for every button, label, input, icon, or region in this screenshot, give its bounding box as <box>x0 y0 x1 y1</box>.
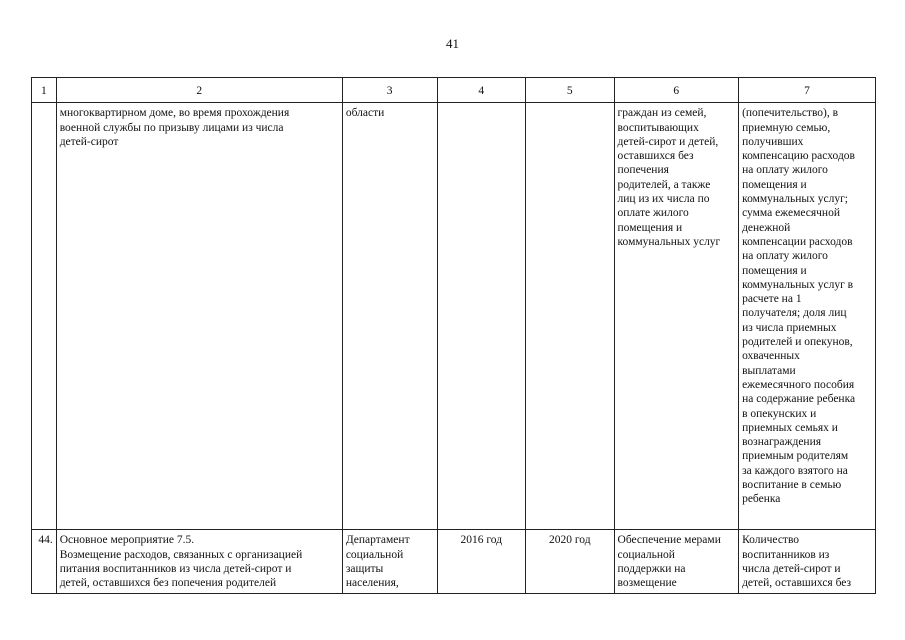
header-cell-1: 1 <box>32 78 57 103</box>
text-line: коммунальных услуг в <box>742 278 854 291</box>
text-line: Обеспечение мерами <box>617 534 721 547</box>
text-line: родителей и опекунов, <box>742 336 853 349</box>
header-cell-5: 5 <box>526 78 615 103</box>
column-number-row <box>32 78 876 103</box>
text-line: помещения и <box>617 221 683 234</box>
header-cell-7: 7 <box>739 78 876 103</box>
text-line: воспитание в семью <box>742 479 842 492</box>
text-line: охваченных <box>742 350 800 363</box>
table-row <box>32 103 876 530</box>
text-line: приемным родителям <box>742 450 849 463</box>
text-line: в опекунских и <box>742 407 817 420</box>
text-line: детей-сирот <box>59 135 119 148</box>
text-line: ребенка <box>742 493 781 506</box>
text-line: помещения и <box>742 178 807 191</box>
text-line: денежной <box>742 221 791 234</box>
text-line: на содержание ребенка <box>742 393 856 406</box>
start-date-cell <box>437 103 526 530</box>
text-line: детей-сирот и детей, <box>617 135 719 148</box>
executor-cell <box>342 103 437 530</box>
table-row <box>32 530 876 594</box>
text-line: возмещение <box>617 577 677 590</box>
row-number-cell <box>32 103 57 530</box>
text-line: числа детей-сирот и <box>742 562 841 575</box>
header-cell-4: 4 <box>437 78 526 103</box>
executor-cell <box>342 530 437 594</box>
text-line: (попечительство), в <box>742 107 839 120</box>
text-line: социальной <box>345 548 404 561</box>
text-line: воспитанников из <box>742 548 830 561</box>
text-line: приемную семью, <box>742 121 831 134</box>
row-number-cell: 44. <box>32 530 57 594</box>
text-line: Количество <box>742 534 800 547</box>
text-line: выплатами <box>742 364 796 377</box>
expected-result-cell <box>614 530 739 594</box>
expected-result-cell <box>614 103 739 530</box>
text-line: помещения и <box>742 264 807 277</box>
measure-description-cell <box>56 103 342 530</box>
text-line: населения, <box>345 577 399 590</box>
text-line: приемных семьях и <box>742 421 838 434</box>
text-line: Основное мероприятие 7.5. <box>59 534 195 547</box>
text-line: воспитывающих <box>617 121 699 134</box>
text-line: получателя; доля лиц <box>742 307 847 320</box>
text-line: оплате жилого <box>617 207 689 220</box>
text-line: поддержки на <box>617 562 686 575</box>
text-line: оставшихся без <box>617 150 694 163</box>
text-line: компенсацию расходов <box>742 150 855 163</box>
text-line: сумма ежемесячной <box>742 207 840 220</box>
measure-description-cell <box>56 530 342 594</box>
text-line: на оплату жилого <box>742 250 828 263</box>
text-line: граждан из семей, <box>617 107 707 120</box>
text-line: детей, оставшихся без попечения родителей <box>59 577 277 590</box>
page-number: 41 <box>446 36 459 51</box>
text-line: на оплату жилого <box>742 164 828 177</box>
text-line: получивших <box>742 135 804 148</box>
text-line: расчете на 1 <box>742 293 802 306</box>
text-line: попечения <box>617 164 669 177</box>
end-date-cell: 2020 год <box>526 530 615 594</box>
text-line: социальной <box>617 548 675 561</box>
indicator-cell <box>739 103 876 530</box>
text-line: из числа приемных <box>742 321 837 334</box>
text-line: лиц из их числа по <box>617 193 710 206</box>
text-line: коммунальных услуг <box>617 235 721 248</box>
text-line: родителей, а также <box>617 178 711 191</box>
text-line: Департамент <box>345 534 410 547</box>
indicator-cell <box>739 530 876 594</box>
end-date-cell <box>526 103 615 530</box>
text-line: Возмещение расходов, связанных с организацией <box>59 548 303 561</box>
text-line: детей, оставшихся без <box>742 577 852 590</box>
start-date-cell: 2016 год <box>437 530 526 594</box>
text-line: компенсации расходов <box>742 235 853 248</box>
text-line: многоквартирном доме, во время прохождения <box>59 107 290 120</box>
text-line: вознаграждения <box>742 436 822 449</box>
text-line: области <box>345 107 385 120</box>
header-cell-3: 3 <box>342 78 437 103</box>
text-line: защиты <box>345 562 384 575</box>
text-line: военной службы по призыву лицами из числа <box>59 121 284 134</box>
header-cell-2: 2 <box>56 78 342 103</box>
text-line: питания воспитанников из числа детей-сирот и <box>59 562 292 575</box>
text-line: коммунальных услуг; <box>742 193 849 206</box>
header-cell-6: 6 <box>614 78 739 103</box>
text-line: за каждого взятого на <box>742 464 848 477</box>
program-table <box>31 77 876 594</box>
text-line: ежемесячного пособия <box>742 378 855 391</box>
